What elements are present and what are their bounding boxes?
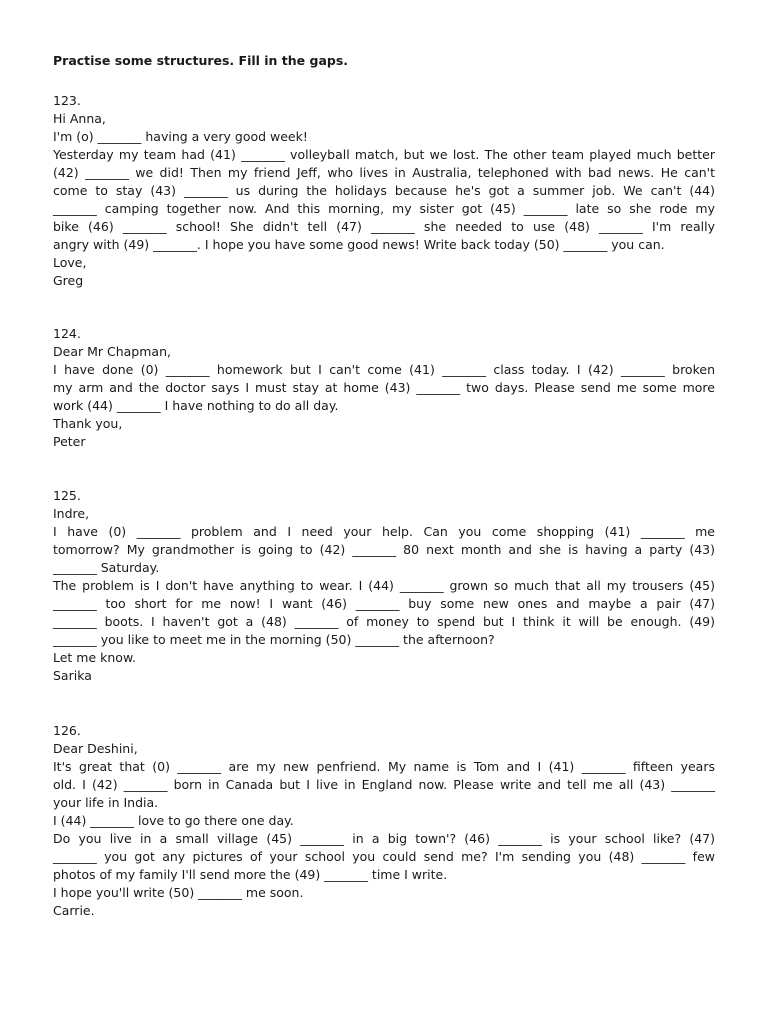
text-line: I'm (o) _______ having a very good week!	[53, 129, 308, 144]
letter-closing: Love,	[53, 255, 87, 270]
letter-signature: Carrie.	[53, 903, 95, 918]
text-line: _______ Saturday.	[53, 560, 160, 575]
text-line: It's great that (0) _______ are my new penfriend. My name is Tom and I (41) _______ fifteen years	[53, 759, 715, 774]
exercise-number: 124.	[53, 326, 81, 341]
text-line: The problem is I don't have anything to wear. I (44) _______ grown so much that all my trousers (45)	[53, 578, 715, 593]
text-line: _______ too short for me now! I want (46) _______ buy some new ones and maybe a pair (47)	[53, 596, 715, 611]
page-heading: Practise some structures. Fill in the gaps.	[53, 53, 349, 68]
letter-signature: Sarika	[53, 668, 92, 683]
text-line: my arm and the doctor says I must stay at home (43) _______ two days. Please send me some more	[53, 380, 715, 395]
text-line: I (44) _______ love to go there one day.	[53, 813, 294, 828]
text-line: Yesterday my team had (41) _______ volleyball match, but we lost. The other team played much better	[53, 147, 715, 162]
letter-signature: Greg	[53, 273, 84, 288]
text-line: _______ you got any pictures of your school you could send me? I'm sending you (48) _______ few	[53, 849, 715, 864]
exercise-number: 123.	[53, 93, 81, 108]
text-line: (42) _______ we did! Then my friend Jeff, who lives in Australia, telephoned with bad news. He can't	[53, 165, 715, 180]
letter-greeting: Dear Mr Chapman,	[53, 344, 171, 359]
exercise-number: 125.	[53, 488, 81, 503]
exercise-124	[53, 325, 715, 451]
text-line: _______ camping together now. And this morning, my sister got (45) _______ late so she rode my	[53, 201, 715, 216]
text-line: tomorrow? My grandmother is going to (42) _______ 80 next month and she is having a party (43)	[53, 542, 715, 557]
text-line: angry with (49) _______. I hope you have some good news! Write back today (50) _______ you can.	[53, 237, 665, 252]
text-line: old. I (42) _______ born in Canada but I live in England now. Please write and tell me all (43) _______	[53, 777, 715, 792]
text-line: Do you live in a small village (45) _______ in a big town'? (46) _______ is your school like? (47)	[53, 831, 715, 846]
letter-signature: Peter	[53, 434, 86, 449]
exercise-number: 126.	[53, 723, 81, 738]
text-line: come to stay (43) _______ us during the holidays because he's got a summer job. We can't (44)	[53, 183, 715, 198]
text-line: I hope you'll write (50) _______ me soon.	[53, 885, 304, 900]
letter-greeting: Hi Anna,	[53, 111, 106, 126]
text-line: your life in India.	[53, 795, 159, 810]
text-line: _______ boots. I haven't got a (48) _______ of money to spend but I think it will be enough. (49)	[53, 614, 715, 629]
letter-greeting: Dear Deshini,	[53, 741, 138, 756]
letter-closing: Let me know.	[53, 650, 137, 665]
exercise-126	[53, 722, 715, 920]
text-line: bike (46) _______ school! She didn't tell (47) _______ she needed to use (48) _______ I'm really	[53, 219, 715, 234]
text-line: I have done (0) _______ homework but I can't come (41) _______ class today. I (42) _______ broken	[53, 362, 715, 377]
letter-closing: Thank you,	[53, 416, 123, 431]
text-line: I have (0) _______ problem and I need your help. Can you come shopping (41) _______ me	[53, 524, 715, 539]
text-line: _______ you like to meet me in the morning (50) _______ the afternoon?	[53, 632, 495, 647]
exercise-125	[53, 487, 715, 685]
exercise-123	[53, 92, 715, 290]
text-line: work (44) _______ I have nothing to do all day.	[53, 398, 339, 413]
text-line: photos of my family I'll send more the (49) _______ time I write.	[53, 867, 448, 882]
letter-greeting: Indre,	[53, 506, 90, 521]
